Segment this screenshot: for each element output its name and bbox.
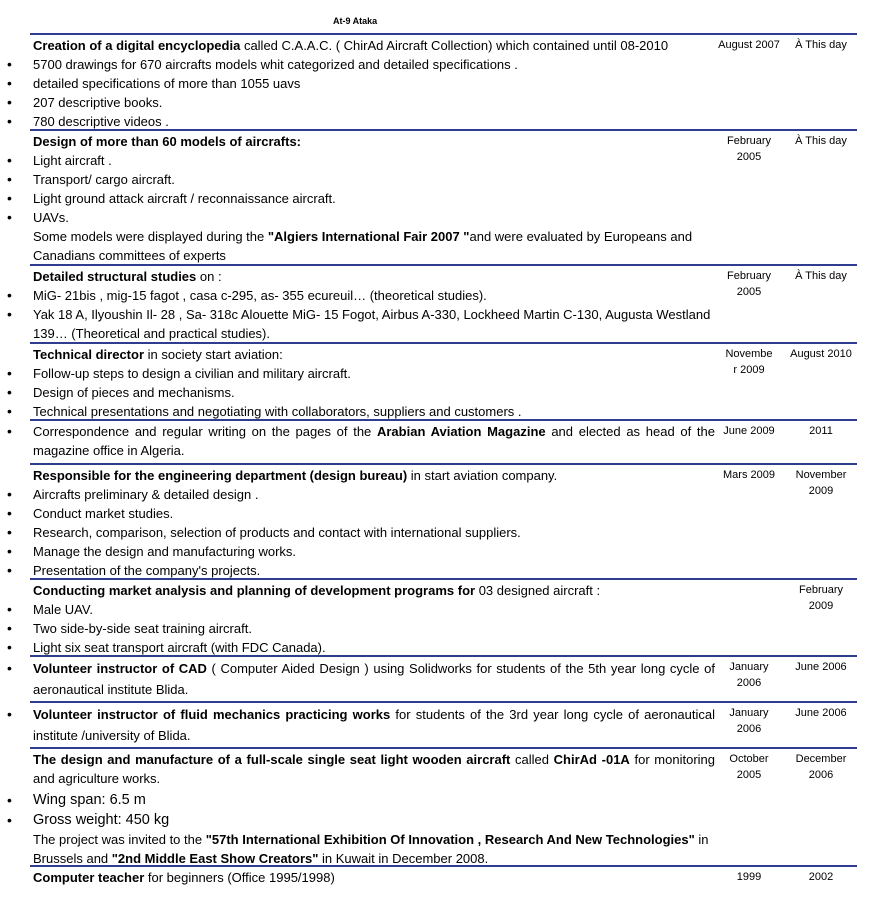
date-start: 1999	[736, 871, 762, 883]
date-start: Mars 2009	[723, 469, 775, 481]
list-item: • Gross weight: 450 kg	[33, 810, 715, 830]
entry-structural-studies	[30, 264, 857, 342]
entry-title: Detailed structural studies on :	[33, 269, 222, 284]
entry-engineering-department	[30, 463, 857, 578]
date-end: À This day	[795, 39, 847, 51]
entry-title: Responsible for the engineering department (design bureau) in start aviation company.	[33, 468, 558, 483]
list-item: • Yak 18 A, Ilyoushin Il- 28 , Sa- 318c Alouette MiG- 15 Fogot, Airbus A-330, Lockheed Martin C-130, Augusta Westland 139… (Theoretical and practical studies).	[33, 305, 715, 343]
list-item: • Two side-by-side seat training aircraft.	[33, 619, 715, 638]
entry-cad-instructor	[30, 655, 857, 701]
list-item: • 5700 drawings for 670 aircrafts models whit categorized and detailed specifications .	[33, 55, 715, 74]
date-start: Novembe r 2009	[725, 348, 773, 376]
bullet-list	[33, 788, 715, 830]
list-item: • Light ground attack aircraft / reconnaissance aircraft.	[33, 189, 715, 208]
entry-title: The design and manufacture of a full-scale single seat light wooden aircraft called ChirAd -01A for monitoring and agriculture works.	[33, 752, 715, 786]
date-start: August 2007	[718, 39, 780, 51]
date-start: February 2005	[726, 270, 772, 298]
list-item: • Technical presentations and negotiating with collaborators, suppliers and customers .	[33, 402, 715, 421]
bullet-list	[33, 286, 715, 343]
list-item: • Design of pieces and mechanisms.	[33, 383, 715, 402]
list-item: • Conduct market studies.	[33, 504, 715, 523]
list-item: • Aircrafts preliminary & detailed design .	[33, 485, 715, 504]
list-item: • Light six seat transport aircraft (with FDC Canada).	[33, 638, 715, 657]
date-end: December 2006	[795, 753, 847, 781]
entry-technical-director	[30, 342, 857, 419]
bullet-list	[33, 151, 715, 227]
entry-title: Technical director in society start aviation:	[33, 347, 283, 362]
list-item: • Volunteer instructor of fluid mechanics practicing works for students of the 3rd year long cycle of aeronautical institute /university of Blida.	[33, 704, 715, 746]
entry-title: Creation of a digital encyclopedia called C.A.A.C. ( ChirAd Aircraft Collection) which contained until 08-2010	[33, 38, 669, 53]
entry-title: Design of more than 60 models of aircrafts:	[33, 134, 302, 149]
list-item: • MiG- 21bis , mig-15 fagot , casa c-295, as- 355 ecureuil… (theoretical studies).	[33, 286, 715, 305]
date-end: À This day	[795, 270, 847, 282]
entry-note: Some models were displayed during the "Algiers International Fair 2007 "and were evaluated by Europeans and Canadians committees of experts	[33, 229, 693, 263]
entry-market-analysis	[30, 578, 857, 655]
entry-fluid-mechanics-instructor	[30, 701, 857, 747]
date-end: À This day	[795, 135, 847, 147]
date-end: November 2009	[795, 469, 847, 497]
date-start: June 2009	[723, 425, 775, 437]
list-item: • Follow-up steps to design a civilian and military aircraft.	[33, 364, 715, 383]
date-start: February 2005	[726, 135, 772, 163]
entry-title: Computer teacher for beginners (Office 1995/1998)	[33, 870, 335, 885]
date-end: 2011	[809, 425, 833, 437]
entry-computer-teacher	[30, 865, 857, 887]
bullet-list	[33, 658, 715, 700]
bullet-list	[33, 600, 715, 657]
date-start: October 2005	[729, 753, 769, 781]
list-item: • Light aircraft .	[33, 151, 715, 170]
list-item: • detailed specifications of more than 1055 uavs	[33, 74, 715, 93]
entry-aircraft-models	[30, 129, 857, 264]
date-end: June 2006	[795, 707, 847, 719]
entry-aviation-magazine	[30, 419, 857, 463]
bullet-list	[33, 422, 715, 460]
entry-title: Conducting market analysis and planning of development programs for 03 designed aircraft :	[33, 583, 601, 598]
date-end: August 2010	[790, 348, 852, 360]
list-item: • Male UAV.	[33, 600, 715, 619]
bullet-list	[33, 364, 715, 421]
list-item: • Manage the design and manufacturing works.	[33, 542, 715, 561]
list-item: • UAVs.	[33, 208, 715, 227]
list-item: • Correspondence and regular writing on the pages of the Arabian Aviation Magazine and elected as head of the magazine office in Algeria.	[33, 422, 715, 460]
list-item: • Wing span: 6.5 m	[33, 790, 715, 810]
entry-digital-encyclopedia	[30, 33, 857, 129]
list-item: • Research, comparison, selection of products and contact with international suppliers.	[33, 523, 715, 542]
date-start: January 2006	[729, 707, 769, 735]
entry-note: The project was invited to the "57th International Exhibition Of Innovation , Research And New Technologies" in Brussels and "2nd Middle East Show Creators" in Kuwait in December 2008.	[33, 832, 709, 866]
date-end: June 2006	[795, 661, 847, 673]
date-end: February 2009	[798, 584, 844, 612]
bullet-list	[33, 704, 715, 746]
list-item: • Presentation of the company's projects.	[33, 561, 715, 580]
list-item: • 780 descriptive videos .	[33, 112, 715, 131]
entry-wooden-aircraft	[30, 747, 857, 865]
page-header: At-9 Ataka	[333, 16, 378, 26]
date-end: 2002	[808, 871, 834, 883]
list-item: • 207 descriptive books.	[33, 93, 715, 112]
bullet-list	[33, 485, 715, 580]
list-item: • Transport/ cargo aircraft.	[33, 170, 715, 189]
bullet-list	[33, 55, 715, 131]
list-item: • Volunteer instructor of CAD ( Computer Aided Design ) using Solidworks for students of the 5th year long cycle of aeronautical institute Blida.	[33, 658, 715, 700]
date-start: January 2006	[729, 661, 769, 689]
